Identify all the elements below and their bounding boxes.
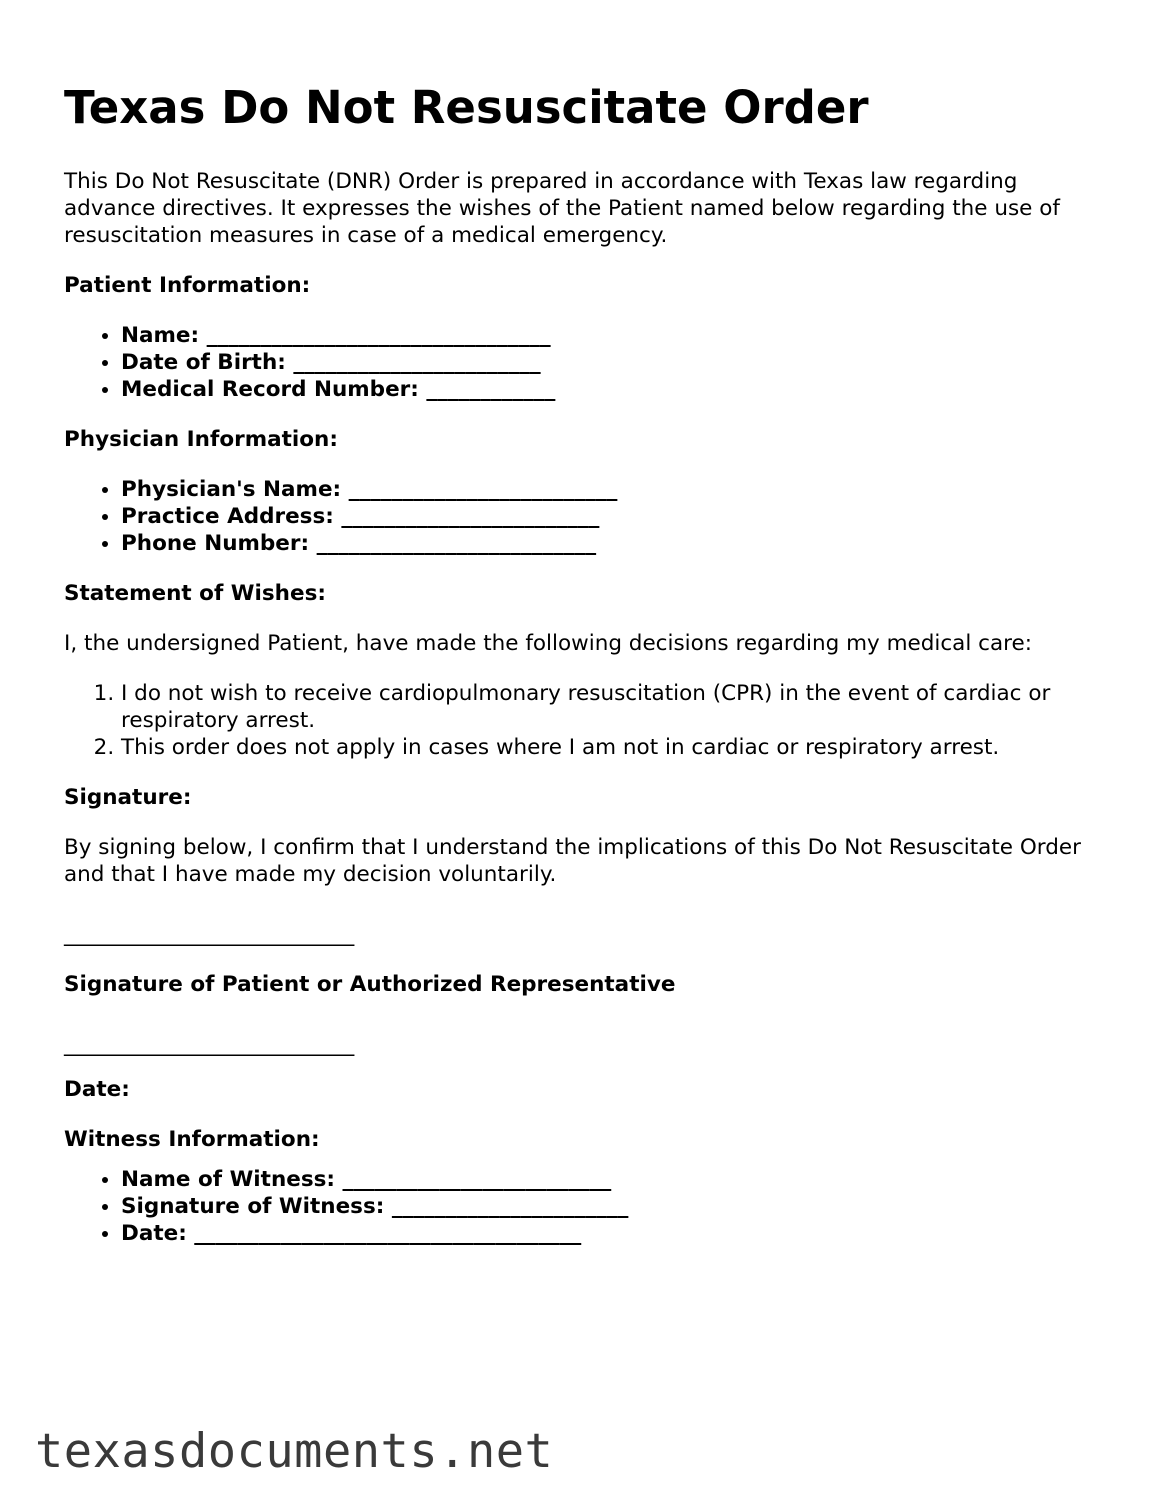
document-title: Texas Do Not Resuscitate Order: [64, 81, 869, 134]
patient-list: [64, 322, 1104, 403]
document: [64, 78, 1104, 1270]
wish-item: 2. This order does not apply in cases where I am not in cardiac or respiratory arrest.: [121, 734, 1104, 761]
watermark: texasdocuments.net: [35, 1424, 554, 1479]
witness-list: [64, 1166, 1104, 1247]
patient-mrn-field[interactable]: • Medical Record Number: ____________: [121, 376, 1104, 403]
signature-date-label: Date:: [64, 1077, 130, 1102]
witness-name-field[interactable]: • Name of Witness: _________________________: [121, 1166, 1104, 1193]
witness-signature-field[interactable]: • Signature of Witness: ______________________: [121, 1193, 1104, 1220]
patient-heading: Patient Information:: [64, 273, 311, 298]
physician-heading: Physician Information:: [64, 427, 338, 452]
patient-signature-label: Signature of Patient or Authorized Representative: [64, 972, 676, 997]
patient-dob-field[interactable]: • Date of Birth: _______________________: [121, 349, 1104, 376]
wishes-list: [64, 680, 1104, 761]
signature-text: By signing below, I confirm that I understand the implications of this Do Not Resuscitate Order and that I have made my decision voluntarily.: [64, 835, 1081, 887]
patient-signature-line[interactable]: ___________________________: [64, 922, 355, 947]
patient-name-field[interactable]: • Name: ________________________________: [121, 322, 1104, 349]
wish-item: 1. I do not wish to receive cardiopulmonary resuscitation (CPR) in the event of cardiac or respiratory arrest.: [121, 680, 1104, 734]
witness-heading: Witness Information:: [64, 1127, 320, 1152]
wishes-intro: I, the undersigned Patient, have made the following decisions regarding my medical care:: [64, 631, 1033, 656]
signature-heading: Signature:: [64, 785, 192, 810]
practice-address-field[interactable]: • Practice Address: ________________________: [121, 503, 1104, 530]
witness-date-field[interactable]: • Date: ____________________________________: [121, 1220, 1104, 1247]
intro-paragraph: This Do Not Resuscitate (DNR) Order is prepared in accordance with Texas law regarding advance directives. It expresses the wishes of the Patient named below regarding the use of resuscitation measures in case of a medical emergency.: [64, 169, 1060, 248]
wishes-heading: Statement of Wishes:: [64, 581, 326, 606]
physician-name-field[interactable]: • Physician's Name: _________________________: [121, 476, 1104, 503]
physician-list: [64, 476, 1104, 557]
signature-date-line[interactable]: ___________________________: [64, 1032, 355, 1057]
phone-number-field[interactable]: • Phone Number: __________________________: [121, 530, 1104, 557]
